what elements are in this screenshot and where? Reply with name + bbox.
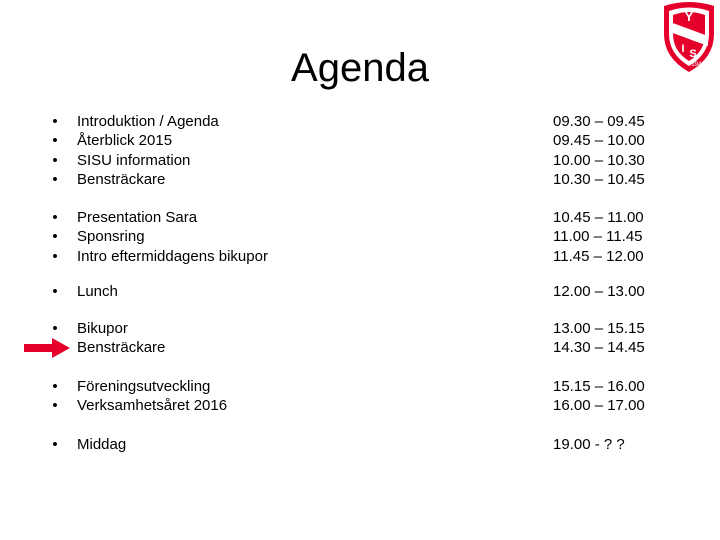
agenda-time: 15.15 – 16.00	[553, 378, 645, 395]
slide-title: Agenda	[291, 46, 429, 90]
logo-year: 1942	[691, 62, 705, 68]
agenda-item: Föreningsutveckling	[77, 378, 211, 395]
agenda-item: Lunch	[77, 283, 118, 300]
bullet: •	[52, 397, 58, 415]
agenda-row	[0, 131, 720, 150]
agenda-time: 14.30 – 14.45	[553, 339, 645, 357]
bullet: •	[52, 320, 58, 337]
bullet: •	[52, 170, 58, 188]
agenda-time: 16.00 – 17.00	[553, 397, 645, 415]
agenda-item: Bikupor	[77, 320, 128, 337]
agenda-row	[0, 170, 720, 189]
agenda-row	[0, 338, 720, 357]
bullet: •	[52, 378, 58, 395]
agenda-time: 11.00 – 11.45	[553, 228, 643, 246]
agenda-row	[0, 396, 720, 415]
agenda-time: 10.00 – 10.30	[553, 151, 645, 169]
agenda-item: Introduktion / Agenda	[77, 113, 219, 130]
agenda-item: Middag	[77, 436, 127, 453]
agenda-time: 09.45 – 10.00	[553, 132, 645, 150]
agenda-time: 10.45 – 11.00	[553, 209, 644, 226]
agenda-group	[0, 435, 720, 454]
agenda-item: SISU information	[77, 151, 191, 169]
agenda-row	[0, 247, 720, 266]
agenda-time: 10.30 – 10.45	[553, 170, 645, 188]
bullet: •	[52, 113, 58, 130]
bullet: •	[52, 228, 58, 246]
agenda-row	[0, 227, 720, 246]
agenda-time: 11.45 – 12.00	[553, 247, 644, 265]
agenda-group	[0, 377, 720, 416]
agenda-time: 12.00 – 13.00	[553, 283, 645, 300]
agenda-group	[0, 112, 720, 189]
agenda-item: Bensträckare	[77, 339, 166, 357]
bullet: •	[52, 132, 58, 150]
bullet: •	[52, 436, 58, 453]
agenda-row	[0, 377, 720, 396]
agenda-row	[0, 151, 720, 170]
right-arrow-icon	[24, 338, 70, 358]
agenda-item: Presentation Sara	[77, 209, 198, 226]
agenda-group	[0, 208, 720, 266]
agenda-row	[0, 435, 720, 454]
bullet: •	[52, 283, 58, 300]
agenda-time: 09.30 – 09.45	[553, 113, 645, 130]
agenda-item: Återblick 2015	[77, 132, 173, 150]
agenda-row	[0, 208, 720, 227]
bullet: •	[52, 151, 58, 169]
agenda-row	[0, 112, 720, 131]
agenda-item: Sponsring	[77, 228, 145, 246]
svg-text:S: S	[689, 48, 697, 60]
agenda-group	[0, 282, 720, 301]
agenda-item: Verksamhetsåret 2016	[77, 397, 228, 415]
agenda-row	[0, 282, 720, 301]
agenda-row	[0, 319, 720, 338]
bullet: •	[52, 209, 58, 226]
agenda-time: 19.00 - ? ?	[553, 436, 625, 453]
bullet: •	[52, 247, 58, 265]
agenda-group	[0, 319, 720, 358]
agenda-item: Intro eftermiddagens bikupor	[77, 247, 268, 265]
agenda-time: 13.00 – 15.15	[553, 320, 645, 337]
svg-text:Y: Y	[684, 9, 694, 24]
svg-text:I: I	[681, 43, 685, 55]
agenda-item: Bensträckare	[77, 170, 166, 188]
